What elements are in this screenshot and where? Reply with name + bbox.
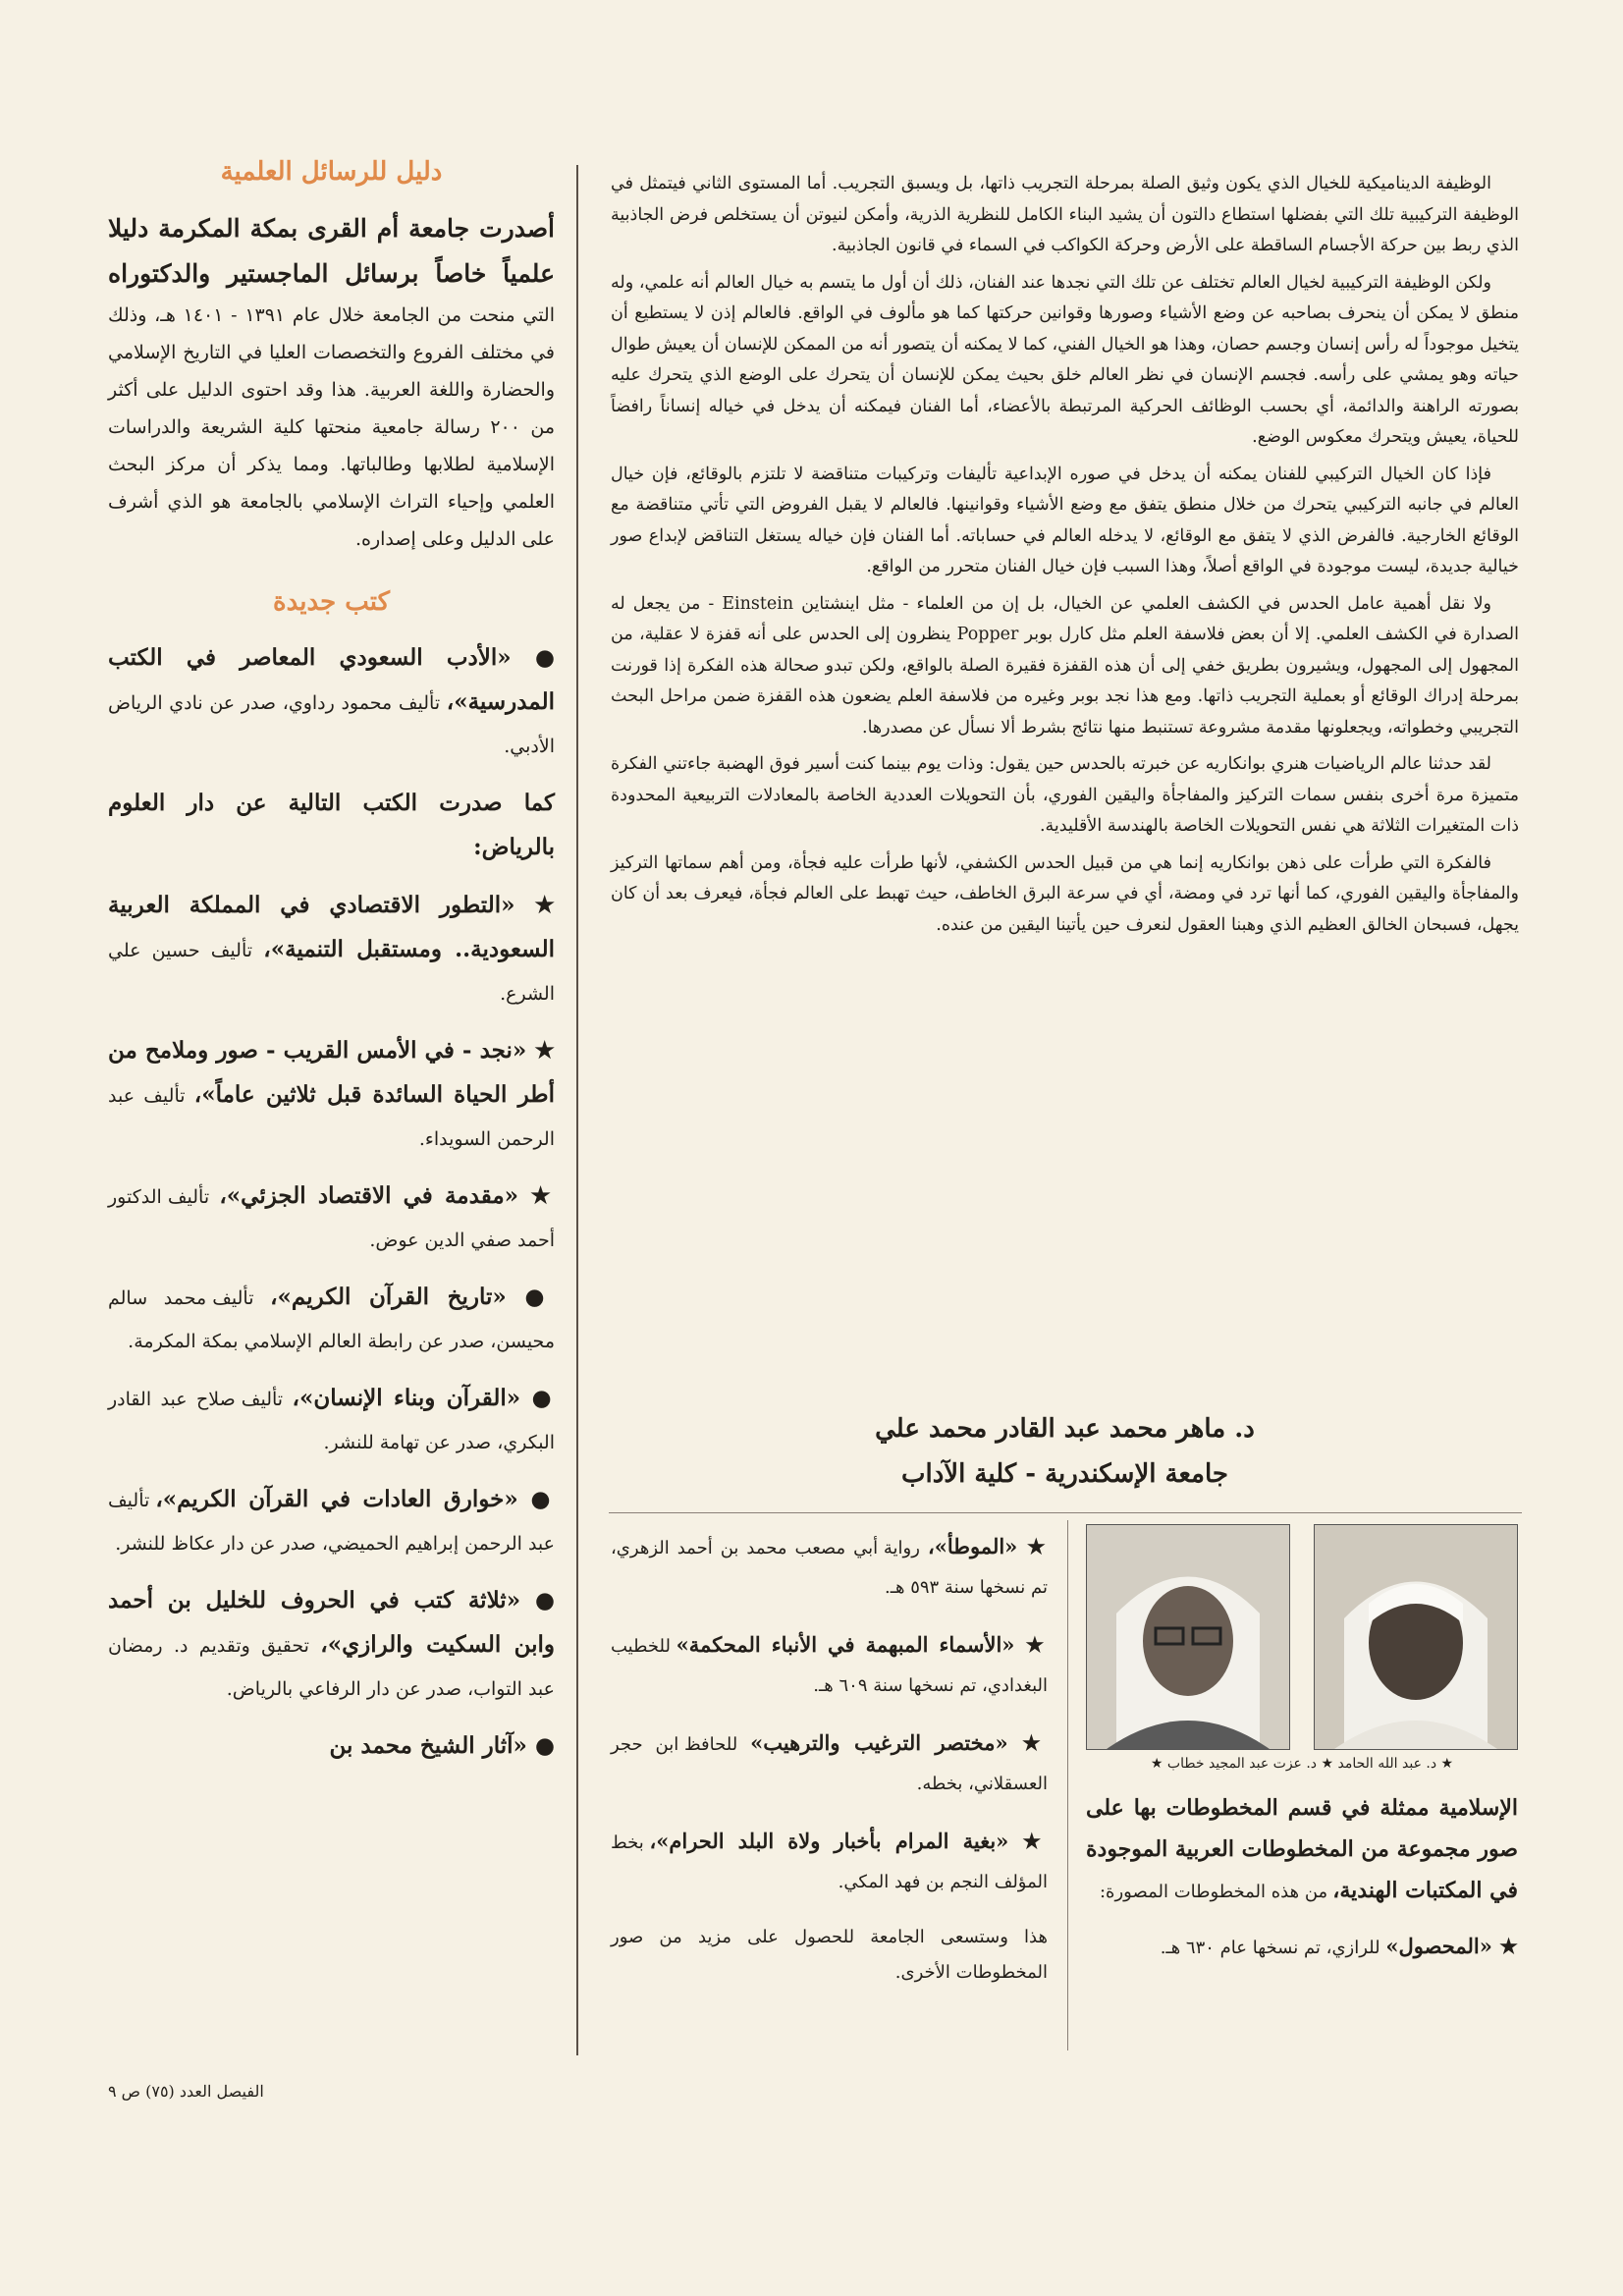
manuscript-title: ★ «بغية المرام بأخبار ولاة البلد الحرام»، xyxy=(649,1829,1048,1853)
section-divider xyxy=(609,1512,1522,1513)
book-item xyxy=(108,1377,555,1464)
manuscript-details: رواية أبي مصعب محمد بن أحمد الزهري، تم نسخها سنة ٥٩٣ هـ. xyxy=(611,1538,1048,1598)
sidebar-text: التي منحت من الجامعة خلال عام ١٣٩١ - ١٤٠١ هـ، وذلك في مختلف الفروع والتخصصات العليا في التاريخ الإسلامي والحضارة واللغة العربية. هذا وقد احتوى الدليل على أكثر من ٢٠٠ رسالة جامعية منحتها كلية الشريعة والدراسات الإسلامية لطلابها وطالباتها. ومما يذكر أن مركز البحث العلمي وإحياء التراث الإسلامي بالجامعة هو الذي أشرف على الدليل وعلى إصداره. xyxy=(108,304,556,550)
manuscript-details: للخطيب البغدادي، تم نسخها سنة ٦٠٩ هـ. xyxy=(611,1636,1048,1696)
book-details: تأليف محمد سالم محيسن، صدر عن رابطة العالم الإسلامي بمكة المكرمة. xyxy=(108,1287,555,1352)
book-details: تأليف حسين علي الشرع. xyxy=(108,940,555,1005)
sidebar xyxy=(108,157,555,1782)
book-item xyxy=(108,1579,555,1711)
book-details: تحقيق وتقديم د. رمضان عبد التواب، صدر عن دار الرفاعي بالرياض. xyxy=(108,1635,555,1700)
book-item xyxy=(108,1175,555,1262)
manuscript-title: ★ «الموطأ»، xyxy=(927,1534,1048,1558)
manuscript-title: ★ «الأسماء المبهمة في الأنباء المحكمة» xyxy=(676,1632,1048,1657)
book-item xyxy=(108,1478,555,1565)
photo-caption: ★ د. عبد الله الحامد ★ د. عزت عبد المجيد خطاب ★ xyxy=(1150,1756,1454,1772)
article-paragraph: فالفكرة التي طرأت على ذهن بوانكاريه إنما هي من قبيل الحدس الكشفي، لأنها طرأت عليه فجأة، ومن أهم سماتها التركيز والمفاجأة واليقين الفوري، كما أنها ترد في ومضة، أي في سرعة البرق الخاطف، حيث تهبط على العالم فجأة، فيعرف بعد أن كان يجهل، فسبحان الخالق العظيم الذي وهبنا العقول لنعرف حين يأتينا اليقين من عنده. xyxy=(611,852,1519,935)
book-details: تأليف صلاح عبد القادر البكري، صدر عن تهامة للنشر. xyxy=(108,1389,555,1453)
books-title: كتب جديدة xyxy=(272,587,391,617)
book-item xyxy=(108,636,555,768)
column-divider xyxy=(1067,1520,1068,2050)
book-item xyxy=(108,782,555,870)
author-affiliation: جامعة الإسكندرية - كلية الآداب xyxy=(901,1459,1228,1489)
manuscripts-lead-small: من هذه المخطوطات المصورة: xyxy=(1099,1882,1328,1902)
book-title: ● «القرآن وبناء الإنسان»، xyxy=(292,1385,555,1411)
book-title: ● «آثار الشيخ محمد بن xyxy=(329,1732,555,1759)
portrait-photo xyxy=(1086,1524,1290,1750)
manuscript-title: ★ «المحصول» xyxy=(1385,1934,1518,1958)
manuscript-details: بخط المؤلف النجم بن فهد المكي. xyxy=(611,1832,1048,1892)
manuscripts-lead: الإسلامية ممثلة في قسم المخطوطات بها على صور مجموعة من المخطوطات العربية الموجودة في المكتبات الهندية، xyxy=(1086,1795,1518,1903)
manuscript-item xyxy=(611,1723,1048,1804)
column-divider xyxy=(576,165,578,2055)
article-paragraph: ولكن الوظيفة التركيبية لخيال العالم تختلف عن تلك التي نجدها عند الفنان، ذلك أن أول ما يتسم به خيال العالم أنه علمي، وله منطق لا يمكن أن ينحرف بصاحبه عن وضع الأشياء وصورها وقوانين حركتها كما هو مألوف في الواقع. فالعالم إذن لا يستطيع أن يتخيل موجوداً له رأس إنسان وجسم حصان، وهذا هو الخيال الفني، كما لا يمكنه أن يتصور أنه من الممكن للإنسان أن يعيش طوال حياته وهو يمشي على رأسه. فجسم الإنسان في نظر العالم خلق بحيث يمكن للإنسان أن يتحرك على الوضع الذي يتحرك عليه بصورته الراهنة والدائمة، أي بحسب الوظائف الحركية المرتبطة بالأعضاء، أما الفنان فيمكنه أن يدخل في خياله إنساناً رافضاً للحياة، يعيش ويتحرك معكوس الوضع. xyxy=(611,272,1519,447)
article-paragraph: ولا نقل أهمية عامل الحدس في الكشف العلمي عن الخيال، بل إن من العلماء - مثل اينشتاين Einstein - من يجعل له الصدارة في الكشف العلمي. إلا أن بعض فلاسفة العلم مثل كارل بوبر Popper ينظرون إلى الحدس على أنه قفزة لا عقلية، من المجهول إلى المجهول، ويشيرون بطريق خفي إلى أن هذه القفزة فقيرة الصلة بالواقع، ولكن تبدو صحالة هذه الفكرة إذا قورنت بمرحلة إدراك الوقائع أو بعملية التجريب ذاتها. ومع هذا نجد بوبر وغيره من فلاسفة العلم يضعون هذه القفزة ضمن مراحل البحث التجريبي وخطواته، ويجعلونها مقدمة مشروعة تستنبط منها نتائج بشرط ألا نسأل عن مصدرها. xyxy=(611,593,1519,738)
manuscript-title: ★ «مختصر الترغيب والترهيب» xyxy=(750,1730,1048,1755)
books-list xyxy=(108,636,555,1769)
page-footer: الفيصل العدد (٧٥) ص ٩ xyxy=(108,2082,264,2101)
book-title: ● «ثلاثة كتب في الحروف للخليل بن أحمد وابن السكيت والرازي»، xyxy=(108,1587,555,1658)
book-title: ★ «نجد - في الأمس القريب - صور وملامح من أطر الحياة السائدة قبل ثلاثين عاماً»، xyxy=(108,1037,555,1108)
manuscript-details: للرازي، تم نسخها عام ٦٣٠ هـ. xyxy=(1160,1938,1380,1958)
book-title: ★ «التطور الاقتصادي في المملكة العربية السعودية.. ومستقبل التنمية»، xyxy=(108,892,556,962)
manuscripts-note: هذا وستسعى الجامعة للحصول على مزيد من صور المخطوطات الأخرى. xyxy=(611,1927,1048,1983)
book-item xyxy=(108,1276,555,1363)
book-title: كما صدرت الكتب التالية عن دار العلوم بالرياض: xyxy=(108,790,555,860)
book-title: ★ «مقدمة في الاقتصاد الجزئي»، xyxy=(219,1182,555,1209)
sidebar-lead: أصدرت جامعة أم القرى بمكة المكرمة دليلا علمياً خاصاً برسائل الماجستير والدكتوراه xyxy=(108,214,555,288)
manuscript-details: للحافظ ابن حجر العسقلاني، بخطه. xyxy=(611,1734,1048,1794)
book-title: ● «تاريخ القرآن الكريم»، xyxy=(270,1284,556,1310)
book-title: ● «الأدب السعودي المعاصر في الكتب المدرسية»، xyxy=(108,644,555,715)
manuscript-item xyxy=(611,1625,1048,1706)
book-title: ● «خوارق العادات في القرآن الكريم»، xyxy=(155,1486,555,1512)
manuscripts-list xyxy=(611,1527,1048,1991)
manuscript-item xyxy=(611,1822,1048,1902)
book-details: تأليف عبد الرحمن إبراهيم الحميضي، صدر عن دار عكاظ للنشر. xyxy=(108,1490,555,1555)
book-item xyxy=(108,884,555,1015)
manuscript-item xyxy=(1086,1927,1518,1968)
article-paragraph: فإذا كان الخيال التركيبي للفنان يمكنه أن يدخل في صوره الإبداعية تأليفات وتركيبات متناقضة لا تلتزم بالوقائع، فإن خيال العالم في جانبه التركيبي يتحرك من خلال منطق يتفق مع وضع الأشياء وقوانينها. فالعالم لا يقبل الفروض التي تأتي متناقضة مع الوقائع الخارجية. فالفرض الذي لا يتفق مع الوقائع، لا يدخله العالم في حساباته. أما الفنان فإن خياله يستغل التناقض لإبداع صور خيالية جديدة، ليست موجودة في الواقع أصلاً، وهذا السبب فإن خيال الفنان متحرر من الواقع. xyxy=(611,464,1519,576)
main-article xyxy=(611,169,1519,947)
portrait-photo xyxy=(1314,1524,1518,1750)
book-details: تأليف الدكتور أحمد صفي الدين عوض. xyxy=(108,1186,555,1251)
book-item xyxy=(108,1724,555,1769)
manuscript-item xyxy=(611,1527,1048,1608)
sidebar-title: دليل للرسائل العلمية xyxy=(220,157,443,187)
book-details: تأليف محمود رداوي، صدر عن نادي الرياض الأدبي. xyxy=(108,692,555,757)
author-name: د. ماهر محمد عبد القادر محمد علي xyxy=(875,1414,1255,1444)
author-signature xyxy=(611,1406,1519,1497)
book-item xyxy=(108,1029,555,1161)
article-paragraph: لقد حدثنا عالم الرياضيات هنري بوانكاريه عن خبرته بالحدس حين يقول: وذات يوم بينما كنت أسير فوق الهضبة جاءتني الفكرة متميزة مرة أخرى بنفس سمات التركيز والمفاجأة واليقين الفوري، بأن التحويلات العددية الخاصة بالمعادلات التربيعية المحدودة ذات المتغيرات الثلاثة هي نفس التحويلات الخاصة بالهندسة الأقليدية. xyxy=(611,754,1519,836)
manuscripts-intro xyxy=(1086,1787,1518,1968)
article-paragraph: الوظيفة الديناميكية للخيال الذي يكون وثيق الصلة بمرحلة التجريب ذاتها، بل ويسبق التجريب. أما المستوى الثاني فيتمثل في الوظيفة التركيبية تلك التي بفضلها استطاع دالتون أن يشيد البناء الكامل للنظرية الذرية، وأمكن لنيوتن أن يستخلص فرض الجاذبية الذي ربط بين حركة الأجسام الساقطة على الأرض وحركة الكواكب في السماء في قانون الجاذبية. xyxy=(611,174,1519,255)
book-details: تأليف عبد الرحمن السويداء. xyxy=(108,1085,555,1150)
portrait-photos xyxy=(1086,1524,1518,1789)
